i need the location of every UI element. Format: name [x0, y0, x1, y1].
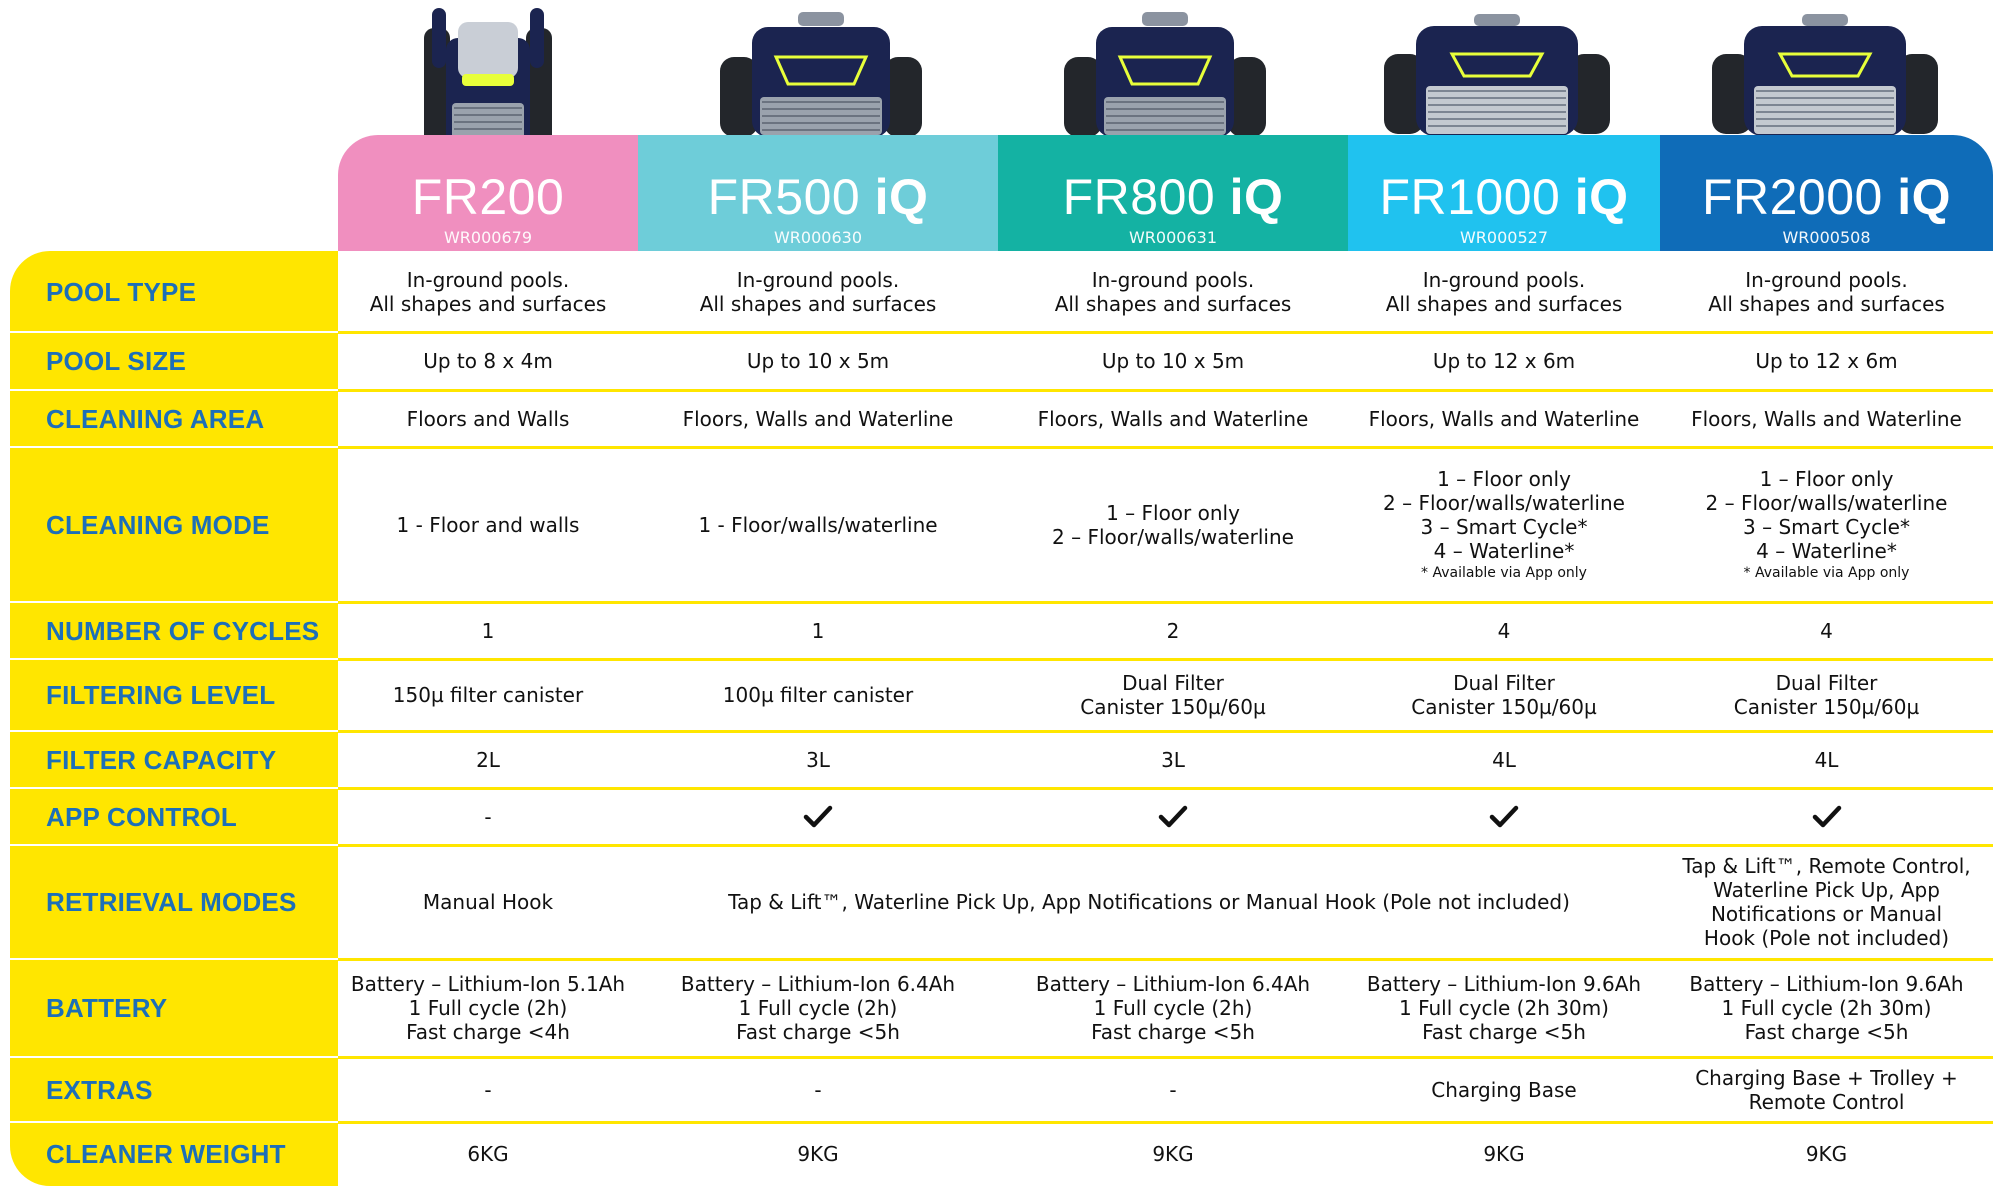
- cell-text: Floors, Walls and Waterline: [682, 406, 954, 431]
- cell-retrieval-modes-fr2000: [1660, 845, 1993, 959]
- label-divider: [10, 787, 338, 789]
- cell-text: 1 - Floor/walls/waterline: [698, 512, 938, 537]
- cell-text: Dual Filter Canister 150µ/60µ: [1411, 671, 1597, 719]
- cell-text: Up to 8 x 4m: [423, 349, 553, 373]
- model-sku: WR000508: [1782, 228, 1871, 247]
- cell-text: Battery – Lithium-Ion 6.4Ah 1 Full cycle (2h) Fast charge <5h: [680, 972, 956, 1044]
- model-name: [998, 169, 1348, 225]
- cell-filter-capacity: [1660, 731, 1993, 788]
- cell-cleaning-area: [338, 390, 638, 447]
- cell-text: Floors and Walls: [406, 406, 570, 431]
- model-sku: WR000630: [773, 228, 862, 247]
- label-divider: [10, 1056, 338, 1058]
- cell-cleaning-mode: [338, 447, 638, 602]
- cell-text: -: [484, 804, 492, 829]
- cell-footnote: * Available via App only: [1421, 564, 1587, 581]
- label-divider: [10, 730, 338, 732]
- row-label-battery: BATTERY: [46, 993, 168, 1023]
- model-name: [1660, 169, 1993, 225]
- cell-text: 3L: [806, 747, 830, 772]
- cell-pool-type: [638, 251, 998, 332]
- row-label-pool-type: POOL TYPE: [46, 276, 197, 307]
- label-divider: [10, 658, 338, 660]
- cell-cleaning-area: [638, 390, 998, 447]
- row-label-pool-size: POOL SIZE: [46, 346, 187, 376]
- cell-text: Up to 12 x 6m: [1755, 349, 1898, 373]
- cell-extras: [1660, 1057, 1993, 1122]
- cell-pool-size: [338, 332, 638, 390]
- cell-battery: [1348, 959, 1660, 1057]
- cell-filtering-level: [338, 659, 638, 731]
- cell-cleaning-mode: [638, 447, 998, 602]
- cell-text: Tap & Lift™, Waterline Pick Up, App Notifications or Manual Hook (Pole not included): [728, 890, 1570, 914]
- cell-text: Dual Filter Canister 150µ/60µ: [1733, 671, 1920, 719]
- model-header-fr1000: [1348, 135, 1660, 251]
- model-name-base: FR500: [707, 169, 875, 225]
- model-name-iq: iQ: [1897, 169, 1952, 225]
- cell-text: Floors, Walls and Waterline: [1368, 406, 1640, 431]
- model-name-base: FR800: [1062, 169, 1230, 225]
- model-name-iq: iQ: [1574, 169, 1629, 225]
- cell-text: 4L: [1492, 747, 1516, 772]
- cell-text: In-ground pools. All shapes and surfaces: [699, 267, 937, 316]
- cell-filter-capacity: [998, 731, 1348, 788]
- cell-retrieval-modes-fr200: [338, 845, 638, 959]
- cell-text: Charging Base + Trolley + Remote Control: [1695, 1065, 1958, 1114]
- cell-app-control: [638, 788, 998, 845]
- cell-app-control: [998, 788, 1348, 845]
- cell-cleaning-mode: [998, 447, 1348, 602]
- cell-cleaning-mode: [1348, 447, 1660, 602]
- checkmark-icon: [1489, 805, 1519, 829]
- cell-pool-size: [1348, 332, 1660, 390]
- cell-text: -: [484, 1077, 492, 1102]
- model-name: [338, 169, 638, 225]
- cell-text: -: [814, 1077, 822, 1102]
- row-label-number-of-cycles: NUMBER OF CYCLES: [46, 615, 320, 646]
- cell-retrieval-modes-span: [638, 845, 1660, 959]
- cell-battery: [998, 959, 1348, 1057]
- row-label-cleaning-area: CLEANING AREA: [46, 403, 265, 434]
- model-name: [1348, 169, 1660, 225]
- cell-text: 1 – Floor only 2 – Floor/walls/waterline 3 – Smart Cycle* 4 – Waterline* * Available via App only: [1383, 466, 1625, 581]
- cell-pool-size: [638, 332, 998, 390]
- cell-text: 1 – Floor only 2 – Floor/walls/waterline 3 – Smart Cycle* 4 – Waterline* * Available via App only: [1705, 466, 1948, 581]
- cell-text: Battery – Lithium-Ion 6.4Ah 1 Full cycle (2h) Fast charge <5h: [1035, 972, 1311, 1044]
- cell-number-of-cycles: [1348, 602, 1660, 659]
- cell-app-control: [1348, 788, 1660, 845]
- cell-number-of-cycles: [638, 602, 998, 659]
- cell-text: Floors, Walls and Waterline: [1691, 406, 1962, 431]
- cell-cleaning-mode: [1660, 447, 1993, 602]
- cell-cleaning-area: [998, 390, 1348, 447]
- cell-filter-capacity: [1348, 731, 1660, 788]
- model-header-fr800: [998, 135, 1348, 251]
- model-name-iq: iQ: [874, 169, 929, 225]
- cell-text: In-ground pools. All shapes and surfaces: [1054, 267, 1292, 316]
- cell-cleaner-weight: [998, 1122, 1348, 1186]
- cell-pool-type: [998, 251, 1348, 332]
- label-divider: [10, 958, 338, 960]
- cell-text: 1 – Floor only 2 – Floor/walls/waterline: [1052, 500, 1294, 549]
- cell-filtering-level: [1348, 659, 1660, 731]
- cell-text: In-ground pools. All shapes and surfaces: [1708, 267, 1945, 316]
- cell-text: Up to 10 x 5m: [746, 349, 890, 373]
- cell-text: 150µ filter canister: [392, 683, 584, 707]
- cell-text: 4: [1497, 618, 1511, 643]
- cell-number-of-cycles: [1660, 602, 1993, 659]
- cell-text: 2L: [476, 747, 500, 772]
- label-divider: [10, 1121, 338, 1123]
- cell-text: Battery – Lithium-Ion 9.6Ah 1 Full cycle (2h 30m) Fast charge <5h: [1689, 972, 1964, 1044]
- cell-text: 3L: [1161, 747, 1185, 772]
- cell-cleaner-weight: [1660, 1122, 1993, 1186]
- label-divider: [10, 844, 338, 846]
- cell-extras: [1348, 1057, 1660, 1122]
- cell-cleaning-area: [1660, 390, 1993, 447]
- cell-footnote: * Available via App only: [1743, 564, 1910, 581]
- cell-cleaner-weight: [638, 1122, 998, 1186]
- cell-text: Manual Hook: [422, 890, 554, 914]
- cell-battery: [1660, 959, 1993, 1057]
- cell-text: 1 - Floor and walls: [396, 512, 580, 537]
- robot-image-fr800: [1060, 12, 1270, 142]
- label-divider: [10, 331, 338, 333]
- model-header-fr500: [638, 135, 998, 251]
- row-label-filtering-level: FILTERING LEVEL: [46, 680, 276, 710]
- cell-text: 1: [481, 618, 495, 643]
- cell-text: Dual Filter Canister 150µ/60µ: [1080, 671, 1266, 719]
- cell-text: In-ground pools. All shapes and surfaces: [369, 267, 607, 316]
- row-label-cleaning-mode: CLEANING MODE: [46, 509, 270, 540]
- cell-text: Up to 10 x 5m: [1101, 349, 1245, 373]
- cell-text: Tap & Lift™, Remote Control, Waterline Pick Up, App Notifications or Manual Hook (Pole not included): [1682, 854, 1971, 950]
- cell-text: 4: [1820, 618, 1833, 643]
- cell-battery: [338, 959, 638, 1057]
- cell-filter-capacity: [638, 731, 998, 788]
- cell-text: 1: [811, 618, 825, 643]
- row-label-retrieval-modes: RETRIEVAL MODES: [46, 887, 297, 917]
- cell-cleaning-area: [1348, 390, 1660, 447]
- row-label-extras: EXTRAS: [46, 1074, 153, 1105]
- label-divider: [10, 389, 338, 391]
- cell-pool-size: [998, 332, 1348, 390]
- cell-text: Battery – Lithium-Ion 5.1Ah 1 Full cycle (2h) Fast charge <4h: [350, 972, 626, 1044]
- model-header-fr2000: [1660, 135, 1993, 251]
- row-label-app-control: APP CONTROL: [46, 801, 237, 832]
- model-sku: WR000631: [1128, 228, 1217, 247]
- label-divider: [10, 446, 338, 448]
- cell-number-of-cycles: [338, 602, 638, 659]
- cell-text: 9KG: [1483, 1142, 1525, 1166]
- cell-app-control: [338, 788, 638, 845]
- cell-pool-type: [1660, 251, 1993, 332]
- cell-text: Battery – Lithium-Ion 9.6Ah 1 Full cycle (2h 30m) Fast charge <5h: [1366, 972, 1642, 1044]
- cell-pool-size: [1660, 332, 1993, 390]
- cell-text: 9KG: [1805, 1142, 1848, 1166]
- cell-text: 9KG: [797, 1142, 839, 1166]
- cell-extras: [338, 1057, 638, 1122]
- cell-pool-type: [1348, 251, 1660, 332]
- row-label-cleaner-weight: CLEANER WEIGHT: [46, 1139, 286, 1169]
- cell-text: Charging Base: [1431, 1077, 1577, 1102]
- cell-text: 9KG: [1152, 1142, 1194, 1166]
- cell-text: Floors, Walls and Waterline: [1037, 406, 1309, 431]
- cell-text: 2: [1166, 618, 1180, 643]
- checkmark-icon: [1158, 805, 1188, 829]
- checkmark-icon: [803, 805, 833, 829]
- cell-text: 4L: [1814, 747, 1839, 772]
- model-sku: WR000527: [1459, 228, 1548, 247]
- cell-filter-capacity: [338, 731, 638, 788]
- model-name-base: FR1000: [1379, 169, 1575, 225]
- cell-cleaner-weight: [1348, 1122, 1660, 1186]
- cell-text: Up to 12 x 6m: [1432, 349, 1576, 373]
- cell-app-control: [1660, 788, 1993, 845]
- model-name-base: FR200: [411, 169, 565, 225]
- cell-text: 6KG: [467, 1142, 509, 1166]
- cell-cleaner-weight: [338, 1122, 638, 1186]
- robot-image-fr1000: [1382, 14, 1612, 139]
- cell-number-of-cycles: [998, 602, 1348, 659]
- cell-battery: [638, 959, 998, 1057]
- row-label-column: [10, 251, 338, 1186]
- checkmark-icon: [1812, 805, 1842, 829]
- cell-text: 100µ filter canister: [722, 683, 914, 707]
- cell-text: -: [1169, 1077, 1177, 1102]
- cell-filtering-level: [998, 659, 1348, 731]
- cell-pool-type: [338, 251, 638, 332]
- cell-filtering-level: [1660, 659, 1993, 731]
- model-sku: WR000679: [443, 228, 532, 247]
- cell-filtering-level: [638, 659, 998, 731]
- model-name: [638, 169, 998, 225]
- cell-text: In-ground pools. All shapes and surfaces: [1385, 267, 1623, 316]
- robot-image-fr2000: [1710, 14, 1940, 139]
- row-label-filter-capacity: FILTER CAPACITY: [46, 744, 277, 775]
- model-name-iq: iQ: [1229, 169, 1284, 225]
- model-header-fr200: [338, 135, 638, 251]
- cell-extras: [638, 1057, 998, 1122]
- model-name-base: FR2000: [1701, 169, 1898, 225]
- robot-image-fr500: [716, 12, 926, 142]
- label-divider: [10, 601, 338, 603]
- cell-extras: [998, 1057, 1348, 1122]
